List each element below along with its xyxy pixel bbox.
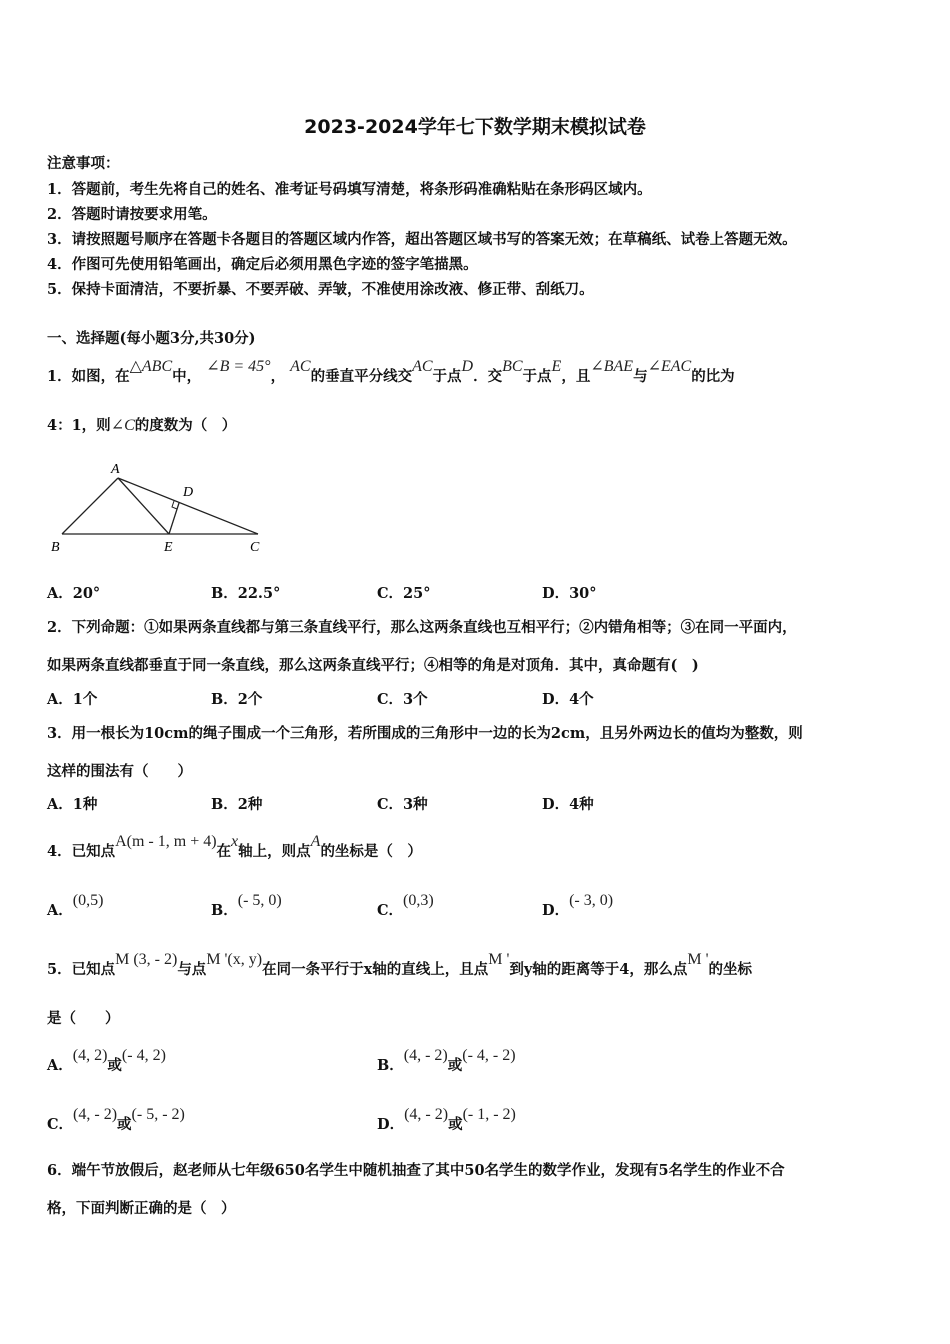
notice-item: 1．答题前，考生先将自己的姓名、准考证号码填写清楚，将条形码准确粘贴在条形码区域内。: [47, 181, 652, 198]
label-b: B: [51, 540, 60, 555]
option-b: B．2种: [211, 796, 263, 813]
option-d: D．(- 3, 0): [542, 892, 614, 919]
question-2-line-1: 2．下列命题：①如果两条直线都与第三条直线平行，那么这两条直线也互相平行；②内错角相等；③在同一平面内，: [47, 619, 797, 636]
question-3-line-2: 这样的围法有（ ）: [47, 763, 192, 780]
label-e: E: [164, 540, 173, 555]
question-1-line-1: 1．如图，在△ABC中， ∠B = 45°， AC的垂直平分线交AC于点D．交BC于点E，且∠BAE与∠EAC的比为: [47, 358, 735, 385]
section-heading: 一、选择题(每小题3分,共30分): [47, 330, 256, 347]
option-a: A．(0,5): [47, 892, 104, 919]
option-b: B．2个: [211, 691, 263, 708]
option-a: A．20°: [47, 585, 101, 602]
segment-ae: [118, 478, 169, 534]
notice-item: 5．保持卡面清洁，不要折暴、不要弄破、弄皱，不准使用涂改液、修正带、刮纸刀。: [47, 281, 594, 298]
triangle-figure: [45, 458, 275, 558]
label-d: D: [183, 485, 194, 500]
question-5-line-2: 是（ ）: [47, 1010, 120, 1027]
question-2-line-2: 如果两条直线都垂直于同一条直线，那么这两条直线平行；④相等的角是对顶角．其中，真命题有( ): [47, 657, 699, 674]
question-3-line-1: 3．用一根长为10cm的绳子围成一个三角形，若所围成的三角形中一边的长为2cm，且另外两边长的值均为整数，则: [47, 725, 803, 742]
question-6-line-1: 6．端午节放假后，赵老师从七年级650名学生中随机抽查了其中50名学生的数学作业，发现有5名学生的作业不合: [47, 1162, 785, 1179]
right-angle-mark: [172, 501, 177, 509]
label-c: C: [250, 540, 260, 555]
notice-item: 4．作图可先使用铅笔画出，确定后必须用黑色字迹的签字笔描黑。: [47, 256, 478, 273]
option-c: C．3种: [377, 796, 428, 813]
option-a: A．(4, 2)或(- 4, 2): [47, 1047, 166, 1074]
option-c: C．(0,3): [377, 892, 434, 919]
label-a: A: [111, 462, 120, 477]
option-b: B．22.5°: [211, 585, 281, 602]
option-b: B．(4, - 2)或(- 4, - 2): [377, 1047, 516, 1074]
notice-heading: 注意事项：: [47, 155, 120, 172]
page-title: 2023-2024学年七下数学期末模拟试卷: [304, 116, 646, 138]
option-c: C．25°: [377, 585, 431, 602]
question-4: 4．已知点A(m - 1, m + 4)在x轴上，则点A的坐标是（ ）: [47, 833, 422, 860]
option-d: D．(4, - 2)或(- 1, - 2): [377, 1106, 516, 1133]
question-6-line-2: 格，下面判断正确的是（ ）: [47, 1200, 236, 1217]
option-d: D．4个: [542, 691, 594, 708]
option-c: C．(4, - 2)或(- 5, - 2): [47, 1106, 185, 1133]
question-1-line-2: 4：1，则∠C的度数为（ ）: [47, 417, 237, 434]
segment-ab: [62, 478, 118, 534]
option-c: C．3个: [377, 691, 428, 708]
option-a: A．1个: [47, 691, 98, 708]
option-b: B．(- 5, 0): [211, 892, 282, 919]
option-a: A．1种: [47, 796, 98, 813]
notice-item: 3．请按照题号顺序在答题卡各题目的答题区域内作答，超出答题区域书写的答案无效；在草稿纸、试卷上答题无效。: [47, 231, 797, 248]
notice-item: 2．答题时请按要求用笔。: [47, 206, 217, 223]
option-d: D．4种: [542, 796, 594, 813]
question-5-line-1: 5．已知点M (3, - 2)与点M '(x, y)在同一条平行于x轴的直线上，且点M '到y轴的距离等于4，那么点M '的坐标: [47, 951, 752, 978]
option-d: D．30°: [542, 585, 597, 602]
